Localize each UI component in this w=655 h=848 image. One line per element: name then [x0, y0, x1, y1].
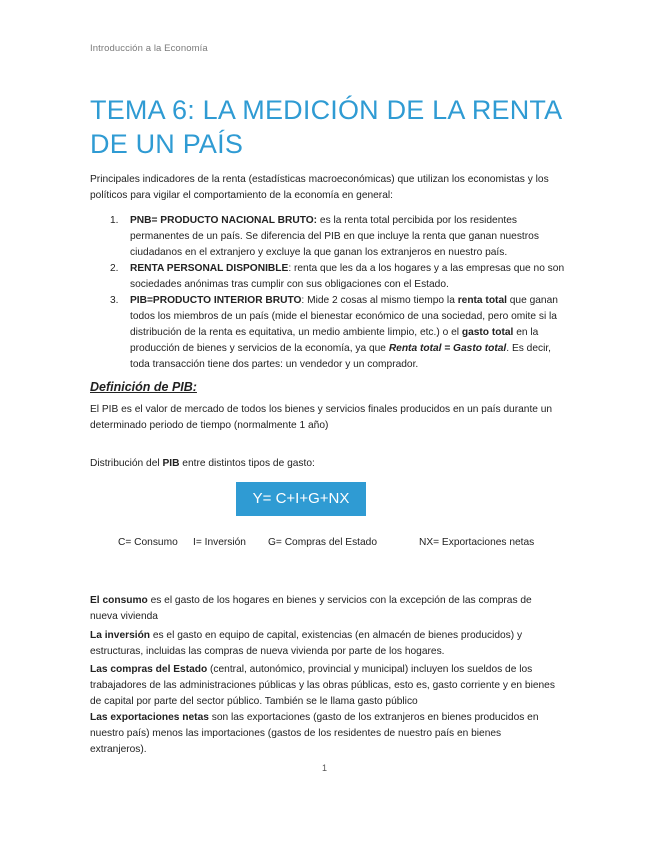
page-number: 1 [322, 763, 328, 773]
distribution-bold: PIB [162, 458, 180, 469]
distribution-text: entre distintos tipos de gasto: [179, 458, 315, 469]
list-item-renta [110, 261, 570, 293]
distribution-text: Distribución del [90, 458, 163, 469]
legend-consumo: C= Consumo [118, 537, 178, 548]
paragraph-text: es el gasto de los hogares en bienes y servicios con la excepción de las compras de nueva vivienda [90, 595, 532, 622]
term-pib: PIB=PRODUCTO INTERIOR BRUTO [130, 295, 302, 306]
paragraph-bold: Las exportaciones netas [90, 712, 209, 723]
list-number: 2. [110, 263, 119, 274]
list-text: . Es decir, toda transacción tiene dos partes: un vendedor y un comprador. [130, 343, 552, 370]
bold-italic-equation: Renta total = Gasto total [388, 343, 507, 354]
paragraph-bold: La inversión [90, 630, 151, 641]
formula-box: Y= C+I+G+NX [236, 482, 366, 516]
paragraph-text: es el gasto en equipo de capital, existencias (en almacén de bienes producidos) y estructuras, incluidas las compras de nueva vivienda por parte de los hogares. [90, 630, 523, 657]
paragraph-compras-estado [90, 662, 560, 710]
section-heading-pib: Definición de PIB: [90, 380, 197, 394]
term-renta: RENTA PERSONAL DISPONIBLE [130, 263, 289, 274]
list-text: en la producción de bienes y servicios de la economía, ya que [130, 327, 539, 354]
list-item-pib [110, 293, 570, 373]
list-text: es la renta total percibida por los residentes permanentes de un país. Se diferencia del PIB en que incluye la renta que ganan nuestros ciudadanos en el extranjero y excluye la que ganan los extranjeros en nuestro país. [130, 215, 539, 258]
paragraph-bold: Las compras del Estado [90, 664, 208, 675]
legend-compras-estado: G= Compras del Estado [268, 537, 378, 548]
term-pnb: PNB= PRODUCTO NACIONAL BRUTO: [130, 215, 318, 226]
running-header: Introducción a la Economía [90, 43, 208, 54]
paragraph-exportaciones [90, 710, 560, 758]
paragraph-consumo [90, 593, 560, 625]
list-text: : renta que les da a los hogares y a las empresas que no son sociedades anónimas tras cumplir con sus obligaciones con el Estado. [130, 263, 565, 290]
bold-renta-total: renta total [457, 295, 507, 306]
pib-definition: El PIB es el valor de mercado de todos los bienes y servicios finales producidos en un país durante un determinado periodo de tiempo (normalmente 1 año) [90, 404, 553, 431]
paragraph-text: son las exportaciones (gasto de los extranjeros en bienes producidos en nuestro país) menos las importaciones (gastos de los residentes de nuestro país en bienes extranjeros). [90, 712, 539, 755]
intro-paragraph: Principales indicadores de la renta (estadísticas macroeconómicas) que utilizan los economistas y los políticos para vigilar el comportamiento de la economía en general: [90, 174, 549, 201]
distribution-line [90, 456, 570, 472]
paragraph-bold: El consumo [90, 595, 148, 606]
list-number: 3. [110, 295, 119, 306]
legend-inversion: I= Inversión [193, 537, 246, 548]
list-item-pnb [110, 213, 570, 261]
paragraph-inversion [90, 628, 560, 660]
bold-gasto-total: gasto total [461, 327, 514, 338]
list-number: 1. [110, 215, 119, 226]
indicator-list [110, 213, 570, 373]
list-text: que ganan todos los miembros de un país (mide el bienestar económico de una sociedad, pero omite si la distribución de la renta es equitativa, un medio ambiente limpio, etc.) o el [130, 295, 558, 338]
page-title: TEMA 6: LA MEDICIÓN DE LA RENTA DE UN PAÍS [90, 95, 561, 159]
legend-exportaciones: NX= Exportaciones netas [419, 537, 535, 548]
paragraph-text: (central, autonómico, provincial y municipal) incluyen los sueldos de los trabajadores de las administraciones públicas y las obras públicas, esto es, gasto corriente y en bienes de capital por parte del sector público. También se le llama gasto público [90, 664, 555, 707]
list-text: : Mide 2 cosas al mismo tiempo la [301, 295, 458, 306]
